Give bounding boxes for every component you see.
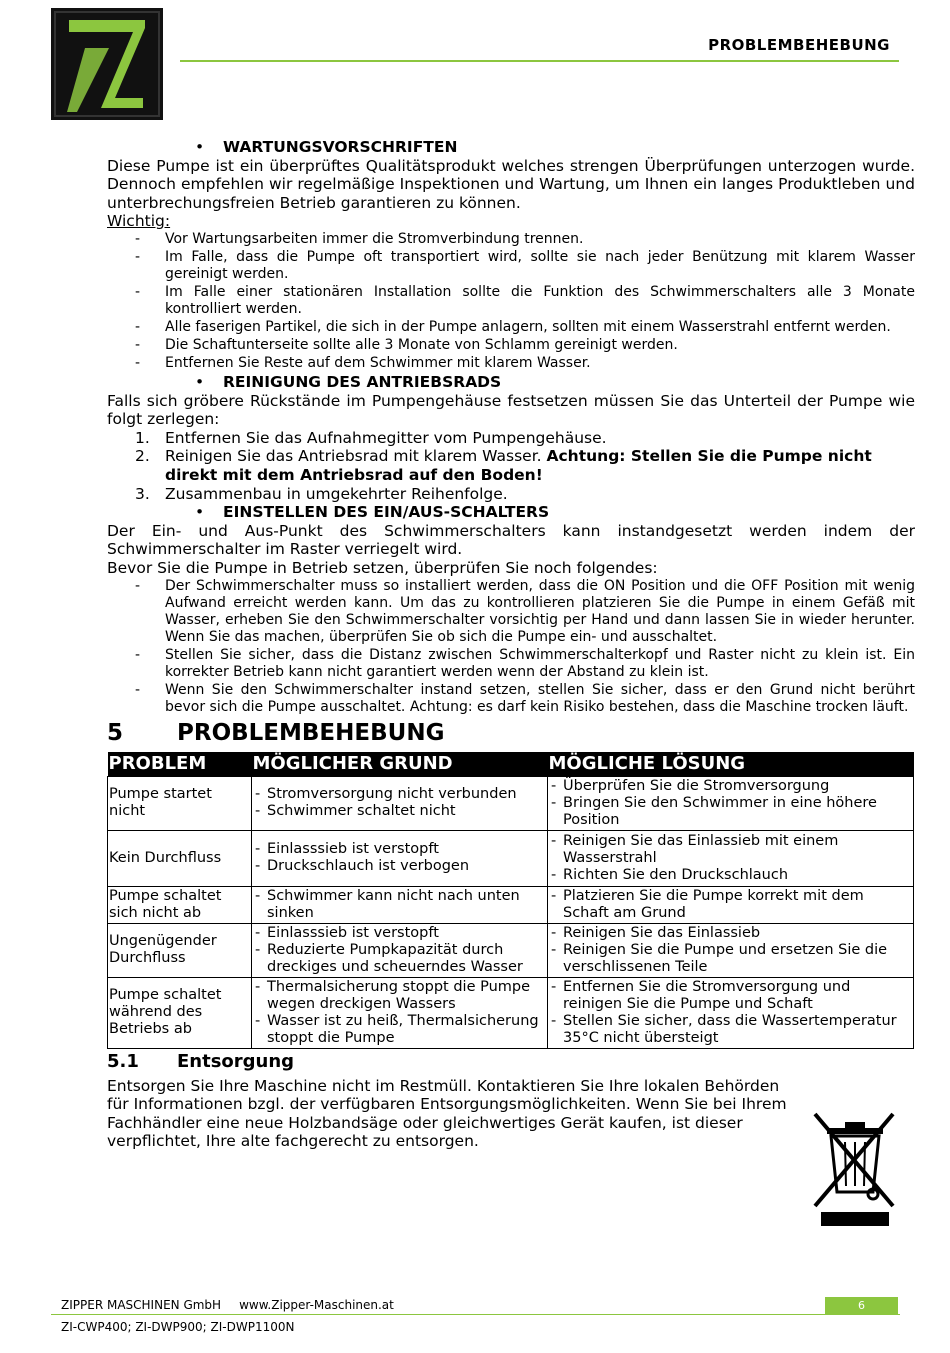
page-number: 6 [825,1297,898,1314]
cause-cell: - Einlasssieb ist verstopft - Reduzierte Pumpkapazität durch dreckiges und scheuerndes Wasser [252,923,548,977]
problem-cell: Kein Durchfluss [108,830,252,886]
list-item: - Im Falle einer stationären Installation sollte die Funktion des Schwimmerschalters alle 3 Monate kontrolliert werden. [135,283,915,317]
list-item: - Der Schwimmerschalter muss so installiert werden, dass die ON Position und die OFF Position mit wenig Aufwand erreicht werden kann. Um das zu kontrollieren platzieren Sie die Pumpe in einem Gefäß mit Wasser, erheben Sie den Schwimmerschalter vorsichtig per Hand und dann lassen Sie in wieder herunter. Wenn Sie das machen, überprüfen Sie ob sich die Pumpe ein- und ausschaltet. [135,577,915,645]
bullet-icon: • [195,372,205,391]
switch-check-intro: Bevor Sie die Pumpe in Betrieb setzen, überprüfen Sie noch folgendes: [107,558,658,577]
cleaning-heading: • REINIGUNG DES ANTRIEBSRADS [195,372,502,391]
maintenance-list [107,231,915,372]
maintenance-intro: Diese Pumpe ist ein überprüftes Qualitätsprodukt welches strengen Überprüfungen unterzogen wurde. Dennoch empfehlen wir regelmäßige Inspektionen und Wartung, um Ihnen ein langes Produktleben und unterbrechungsfreien Betrieb garantieren zu können. [107,156,915,212]
zipper-z-logo-icon [51,8,163,120]
zipper-logo [51,8,163,120]
list-item: - Stellen Sie sicher, dass die Distanz zwischen Schwimmerschalterkopf und Raster nicht zu klein ist. Ein korrekter Betrieb kann nicht garantiert werden wenn der Abstand zu klein ist. [135,646,915,680]
footer-company: ZIPPER MASCHINEN GmbH [61,1298,222,1312]
cause-cell: - Einlasssieb ist verstopft - Druckschlauch ist verbogen [252,830,548,886]
problem-cell: Ungenügender Durchfluss [108,923,252,977]
footer-url[interactable]: www.Zipper-Maschinen.at [239,1298,394,1312]
crossed-out-wheelie-bin-icon [813,1110,895,1228]
table-header-row [108,752,914,777]
bullet-icon: • [195,503,205,522]
problem-cell: Pumpe schaltet während des Betriebs ab [108,977,252,1048]
solution-cell: - Reinigen Sie das Einlassieb - Reinigen Sie die Pumpe und ersetzen Sie die verschlissenen Teile [548,923,914,977]
footer-company-line [61,1298,394,1312]
warning-text: Achtung: Stellen Sie die Pumpe nicht direkt mit dem Antriebsrad auf den Boden! [165,447,872,484]
table-row [108,977,914,1048]
list-item: 2. Reinigen Sie das Antriebsrad mit klarem Wasser. Achtung: Stellen Sie die Pumpe nicht direkt mit dem Antriebsrad auf den Boden! [135,447,872,484]
page-content [107,138,915,1151]
list-item: 1. Entfernen Sie das Aufnahmegitter vom Pumpengehäuse. [135,428,607,447]
solution-cell: - Überprüfen Sie die Stromversorgung - Bringen Sie den Schwimmer in eine höhere Position [548,776,914,830]
important-label: Wichtig: [107,212,171,231]
bullet-icon: • [195,138,205,156]
cleaning-intro: Falls sich gröbere Rückstände im Pumpengehäuse festsetzen müssen Sie das Unterteil der Pumpe wie folgt zerlegen: [107,391,915,429]
list-item: - Vor Wartungsarbeiten immer die Stromverbindung trennen. [135,230,584,247]
list-item: - Entfernen Sie Reste auf dem Schwimmer mit klarem Wasser. [135,354,591,371]
problem-cell: Pumpe startet nicht [108,776,252,830]
list-item: - Wenn Sie den Schwimmerschalter instand setzen, stellen Sie sicher, dass er den Grund nicht berührt bevor sich die Pumpe ausschaltet. Achtung: es darf kein Risiko bestehen, dass die Maschine trocken läuft. [135,681,915,715]
solution-cell: - Entfernen Sie die Stromversorgung und reinigen Sie die Pumpe und Schaft - Stellen Sie sicher, dass die Wassertemperatur 35°C nicht übersteigt [548,977,914,1048]
list-item: - Im Falle, dass die Pumpe oft transportiert wird, sollte sie nach jeder Benützung mit klarem Wasser gereinigt werden. [135,248,915,282]
table-row [108,830,914,886]
cleaning-steps [107,429,915,503]
list-item: - Alle faserigen Partikel, die sich in der Pumpe anlagern, sollten mit einem Wasserstrahl entfernt werden. [135,318,891,335]
disposal-text: Entsorgen Sie Ihre Maschine nicht im Restmüll. Kontaktieren Sie Ihre lokalen Behörden für Informationen bzgl. der verfügbaren Entsorgungsmöglichkeiten. Wenn Sie bei Ihrem Fachhändler eine neue Holzbandsäge oder gleichwertiges Gerät kaufen, ist dieser verpflichtet, Ihre alte fachgerecht zu entsorgen. [107,1076,787,1151]
cause-cell: - Thermalsicherung stoppt die Pumpe wegen dreckigen Wassers - Wasser ist zu heiß, Thermalsicherung stoppt die Pumpe [252,977,548,1048]
cause-cell: - Stromversorgung nicht verbunden - Schwimmer schaltet nicht [252,776,548,830]
column-header: MÖGLICHER GRUND [252,752,548,777]
column-header: MÖGLICHE LÖSUNG [548,752,914,777]
switch-heading: • EINSTELLEN DES EIN/AUS-SCHALTERS [195,503,550,522]
maintenance-heading: • WARTUNGSVORSCHRIFTEN [195,138,458,156]
table-row [108,776,914,830]
header-divider [180,60,899,62]
problem-cell: Pumpe schaltet sich nicht ab [108,886,252,923]
section-5-heading: 5 PROBLEMBEHEBUNG [107,719,445,746]
solution-cell: - Platzieren Sie die Pumpe korrekt mit dem Schaft am Grund [548,886,914,923]
column-header: PROBLEM [108,752,252,777]
troubleshooting-table [107,752,914,1049]
switch-list [107,578,915,716]
list-item: - Die Schaftunterseite sollte alle 3 Monate von Schlamm gereinigt werden. [135,336,678,353]
list-item: 3. Zusammenbau in umgekehrter Reihenfolge. [135,484,508,503]
table-row [108,886,914,923]
switch-intro: Der Ein- und Aus-Punkt des Schwimmerschalters kann instandgesetzt werden indem der Schwimmerschalter im Raster verriegelt wird. [107,521,915,559]
cause-cell: - Schwimmer kann nicht nach unten sinken [252,886,548,923]
header-title: PROBLEMBEHEBUNG [708,36,890,54]
footer-divider [51,1314,900,1315]
table-row [108,923,914,977]
solution-cell: - Reinigen Sie das Einlassieb mit einem Wasserstrahl - Richten Sie den Druckschlauch [548,830,914,886]
section-5-1-heading: 5.1 Entsorgung [107,1050,295,1072]
footer-models: ZI-CWP400; ZI-DWP900; ZI-DWP1100N [61,1320,295,1334]
